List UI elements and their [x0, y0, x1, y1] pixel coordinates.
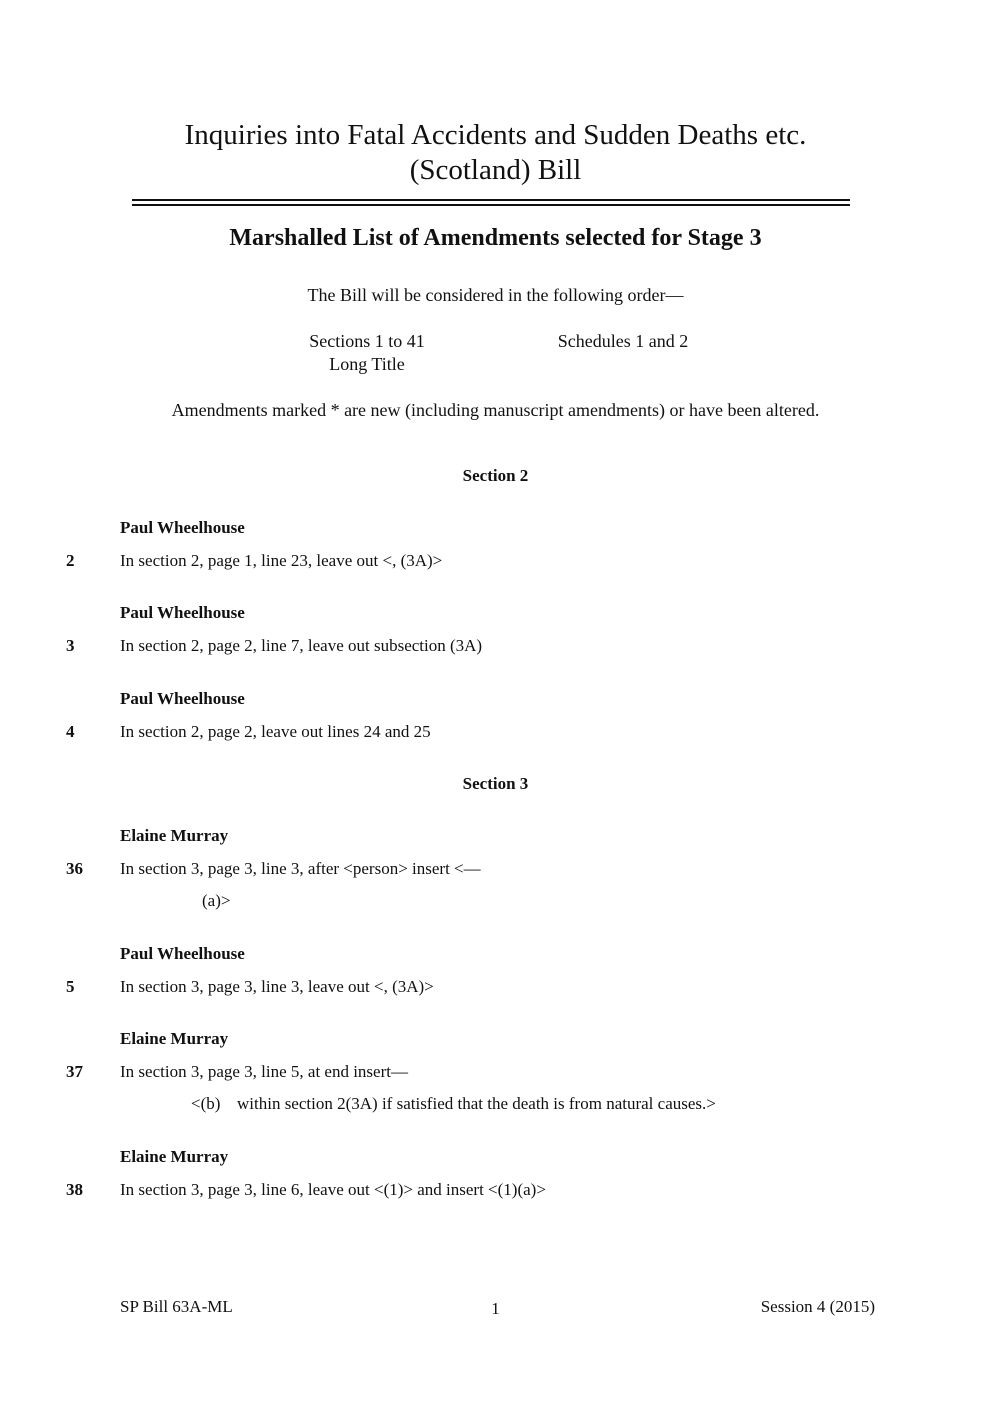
amendment-number: 5: [66, 977, 75, 996]
title-divider-bottom: [132, 204, 850, 206]
amendment-inserted-text: [191, 1094, 716, 1114]
amendment-inserted-text: [202, 891, 230, 911]
amendment-text: In section 3, page 3, line 3, leave out <, (3A)>: [120, 977, 434, 996]
amendment-mover: Paul Wheelhouse: [120, 518, 245, 537]
amendment-mover: Paul Wheelhouse: [120, 944, 245, 963]
title-divider-top: [132, 199, 850, 201]
bill-title: [0, 118, 991, 188]
inserted-paragraph-label: <(b): [191, 1094, 221, 1113]
amendment-text: In section 2, page 1, line 23, leave out <, (3A)>: [120, 551, 443, 570]
amendment-marking-note: Amendments marked * are new (including manuscript amendments) or have been altered.: [171, 400, 820, 420]
amendment-mover: Elaine Murray: [120, 1147, 229, 1166]
amendment-number: 4: [66, 722, 75, 741]
amendment-number: 3: [66, 636, 75, 655]
amendment-text: In section 3, page 3, line 6, leave out <(1)> and insert <(1)(a)>: [120, 1180, 546, 1199]
bill-title-line-2: (Scotland) Bill: [409, 154, 582, 186]
amendment-mover: Paul Wheelhouse: [120, 603, 245, 622]
amendment-number: 2: [66, 551, 75, 570]
inserted-paragraph-label: (a)>: [202, 891, 231, 910]
amendment-text: In section 2, page 2, line 7, leave out subsection (3A): [120, 636, 483, 655]
consideration-order-intro: The Bill will be considered in the following order—: [307, 285, 684, 305]
marshalled-list-heading: Marshalled List of Amendments selected for Stage 3: [229, 225, 762, 251]
order-item-long-title: Long Title: [329, 354, 405, 374]
section-heading: Section 2: [462, 466, 529, 485]
order-item-schedules: Schedules 1 and 2: [557, 331, 689, 351]
amendment-mover: Paul Wheelhouse: [120, 689, 245, 708]
footer-bill-reference: SP Bill 63A-ML: [120, 1297, 233, 1316]
order-item-sections: Sections 1 to 41: [309, 331, 425, 351]
section-heading: Section 3: [462, 774, 529, 793]
amendment-number: 37: [66, 1062, 83, 1081]
amendment-number: 36: [66, 859, 83, 878]
amendment-mover: Elaine Murray: [120, 1029, 229, 1048]
amendment-text: In section 3, page 3, line 5, at end insert—: [120, 1062, 408, 1081]
inserted-paragraph-text: within section 2(3A) if satisfied that the death is from natural causes.>: [237, 1094, 716, 1113]
order-column-right: [540, 330, 706, 353]
amendment-text: In section 2, page 2, leave out lines 24 and 25: [120, 722, 431, 741]
footer-page-number: 1: [491, 1299, 500, 1318]
bill-title-line-1: Inquiries into Fatal Accidents and Sudden Deaths etc.: [184, 119, 807, 151]
amendment-number: 38: [66, 1180, 83, 1199]
amendment-mover: Elaine Murray: [120, 826, 229, 845]
footer-session: Session 4 (2015): [760, 1297, 875, 1316]
amendment-text: In section 3, page 3, line 3, after <person> insert <—: [120, 859, 481, 878]
order-column-left: [266, 330, 468, 376]
